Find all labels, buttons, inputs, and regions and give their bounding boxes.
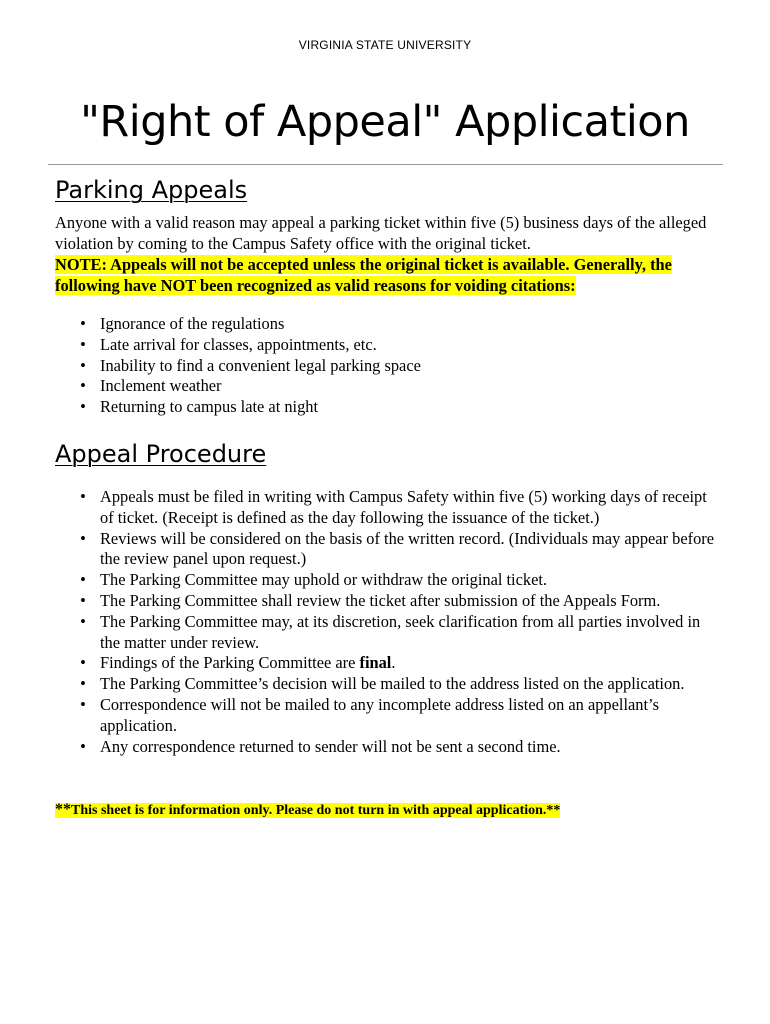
footer-prefix: ** <box>55 801 71 818</box>
note-highlight: NOTE: Appeals will not be accepted unless the original ticket is available. Generally, the following have NOT been recognized as valid reasons for voiding citations: <box>55 255 672 295</box>
bullet-icon: • <box>80 314 86 333</box>
bullet-icon: • <box>80 397 86 417</box>
list-item-text: The Parking Committee shall review the ticket after submission of the Appeals Form. <box>100 590 661 610</box>
bullet-icon: • <box>80 334 86 354</box>
list-item-text: Findings of the Parking Committee are final. <box>100 653 396 673</box>
bullet-icon: • <box>80 487 86 506</box>
list-item <box>55 529 715 571</box>
document-title: "Right of Appeal" Application <box>80 97 690 147</box>
parking-appeals-intro: Anyone with a valid reason may appeal a parking ticket within five (5) business days of the alleged violation by coming to the Campus Safety office with the original ticket. <box>55 213 707 253</box>
list-item-text: The Parking Committee may uphold or withdraw the original ticket. <box>100 570 548 590</box>
list-item-text: The Parking Committee may, at its discretion, seek clarification from all parties involved in the matter under review. <box>100 611 701 652</box>
list-item <box>55 487 715 529</box>
list-item <box>55 335 715 356</box>
bullet-icon: • <box>80 376 86 396</box>
bullet-icon: • <box>80 611 86 631</box>
footer-text: This sheet is for information only. Please do not turn in with appeal application.** <box>71 803 561 818</box>
list-item <box>55 570 715 591</box>
bullet-icon: • <box>80 570 86 590</box>
title-divider <box>48 164 723 165</box>
footer-highlight <box>55 803 560 818</box>
list-item <box>55 376 715 397</box>
list-item-text: Late arrival for classes, appointments, etc. <box>100 334 377 354</box>
appeal-procedure-heading: Appeal Procedure <box>55 440 267 468</box>
list-item-text: Ignorance of the regulations <box>100 314 285 333</box>
bullet-icon: • <box>80 694 86 714</box>
bullet-icon: • <box>80 674 86 694</box>
list-item <box>55 653 715 674</box>
bullet-icon: • <box>80 528 86 548</box>
list-item <box>55 397 715 418</box>
list-item-text: Returning to campus late at night <box>100 397 319 417</box>
appeal-procedure-list <box>55 487 715 757</box>
parking-appeals-heading: Parking Appeals <box>55 176 248 204</box>
list-item <box>55 737 715 758</box>
bullet-icon: • <box>80 590 86 610</box>
list-item-text: Inclement weather <box>100 376 222 396</box>
list-item <box>55 356 715 377</box>
list-item-text: The Parking Committee’s decision will be mailed to the address listed on the application. <box>100 674 685 694</box>
list-item-text: Appeals must be filed in writing with Campus Safety within five (5) working days of receipt of ticket. (Receipt is defined as the day following the issuance of the ticket.) <box>100 487 707 527</box>
invalid-reasons-list <box>55 314 715 418</box>
bullet-icon: • <box>80 355 86 375</box>
list-item <box>55 591 715 612</box>
list-item <box>55 695 715 737</box>
list-item-text: Reviews will be considered on the basis of the written record. (Individuals may appear before the review panel upon request.) <box>100 528 714 569</box>
bullet-icon: • <box>80 653 86 673</box>
list-item <box>55 612 715 654</box>
institution-header: VIRGINIA STATE UNIVERSITY <box>298 38 472 52</box>
list-item-text: Any correspondence returned to sender will not be sent a second time. <box>100 736 561 756</box>
list-item <box>55 674 715 695</box>
list-item-text: Inability to find a convenient legal parking space <box>100 355 421 375</box>
list-item-text: Correspondence will not be mailed to any incomplete address listed on an appellant’s application. <box>100 694 659 735</box>
list-item <box>55 314 715 335</box>
bullet-icon: • <box>80 736 86 756</box>
parking-appeals-note <box>55 255 715 297</box>
bold-emphasis: final <box>359 653 392 673</box>
information-only-notice <box>55 800 715 821</box>
